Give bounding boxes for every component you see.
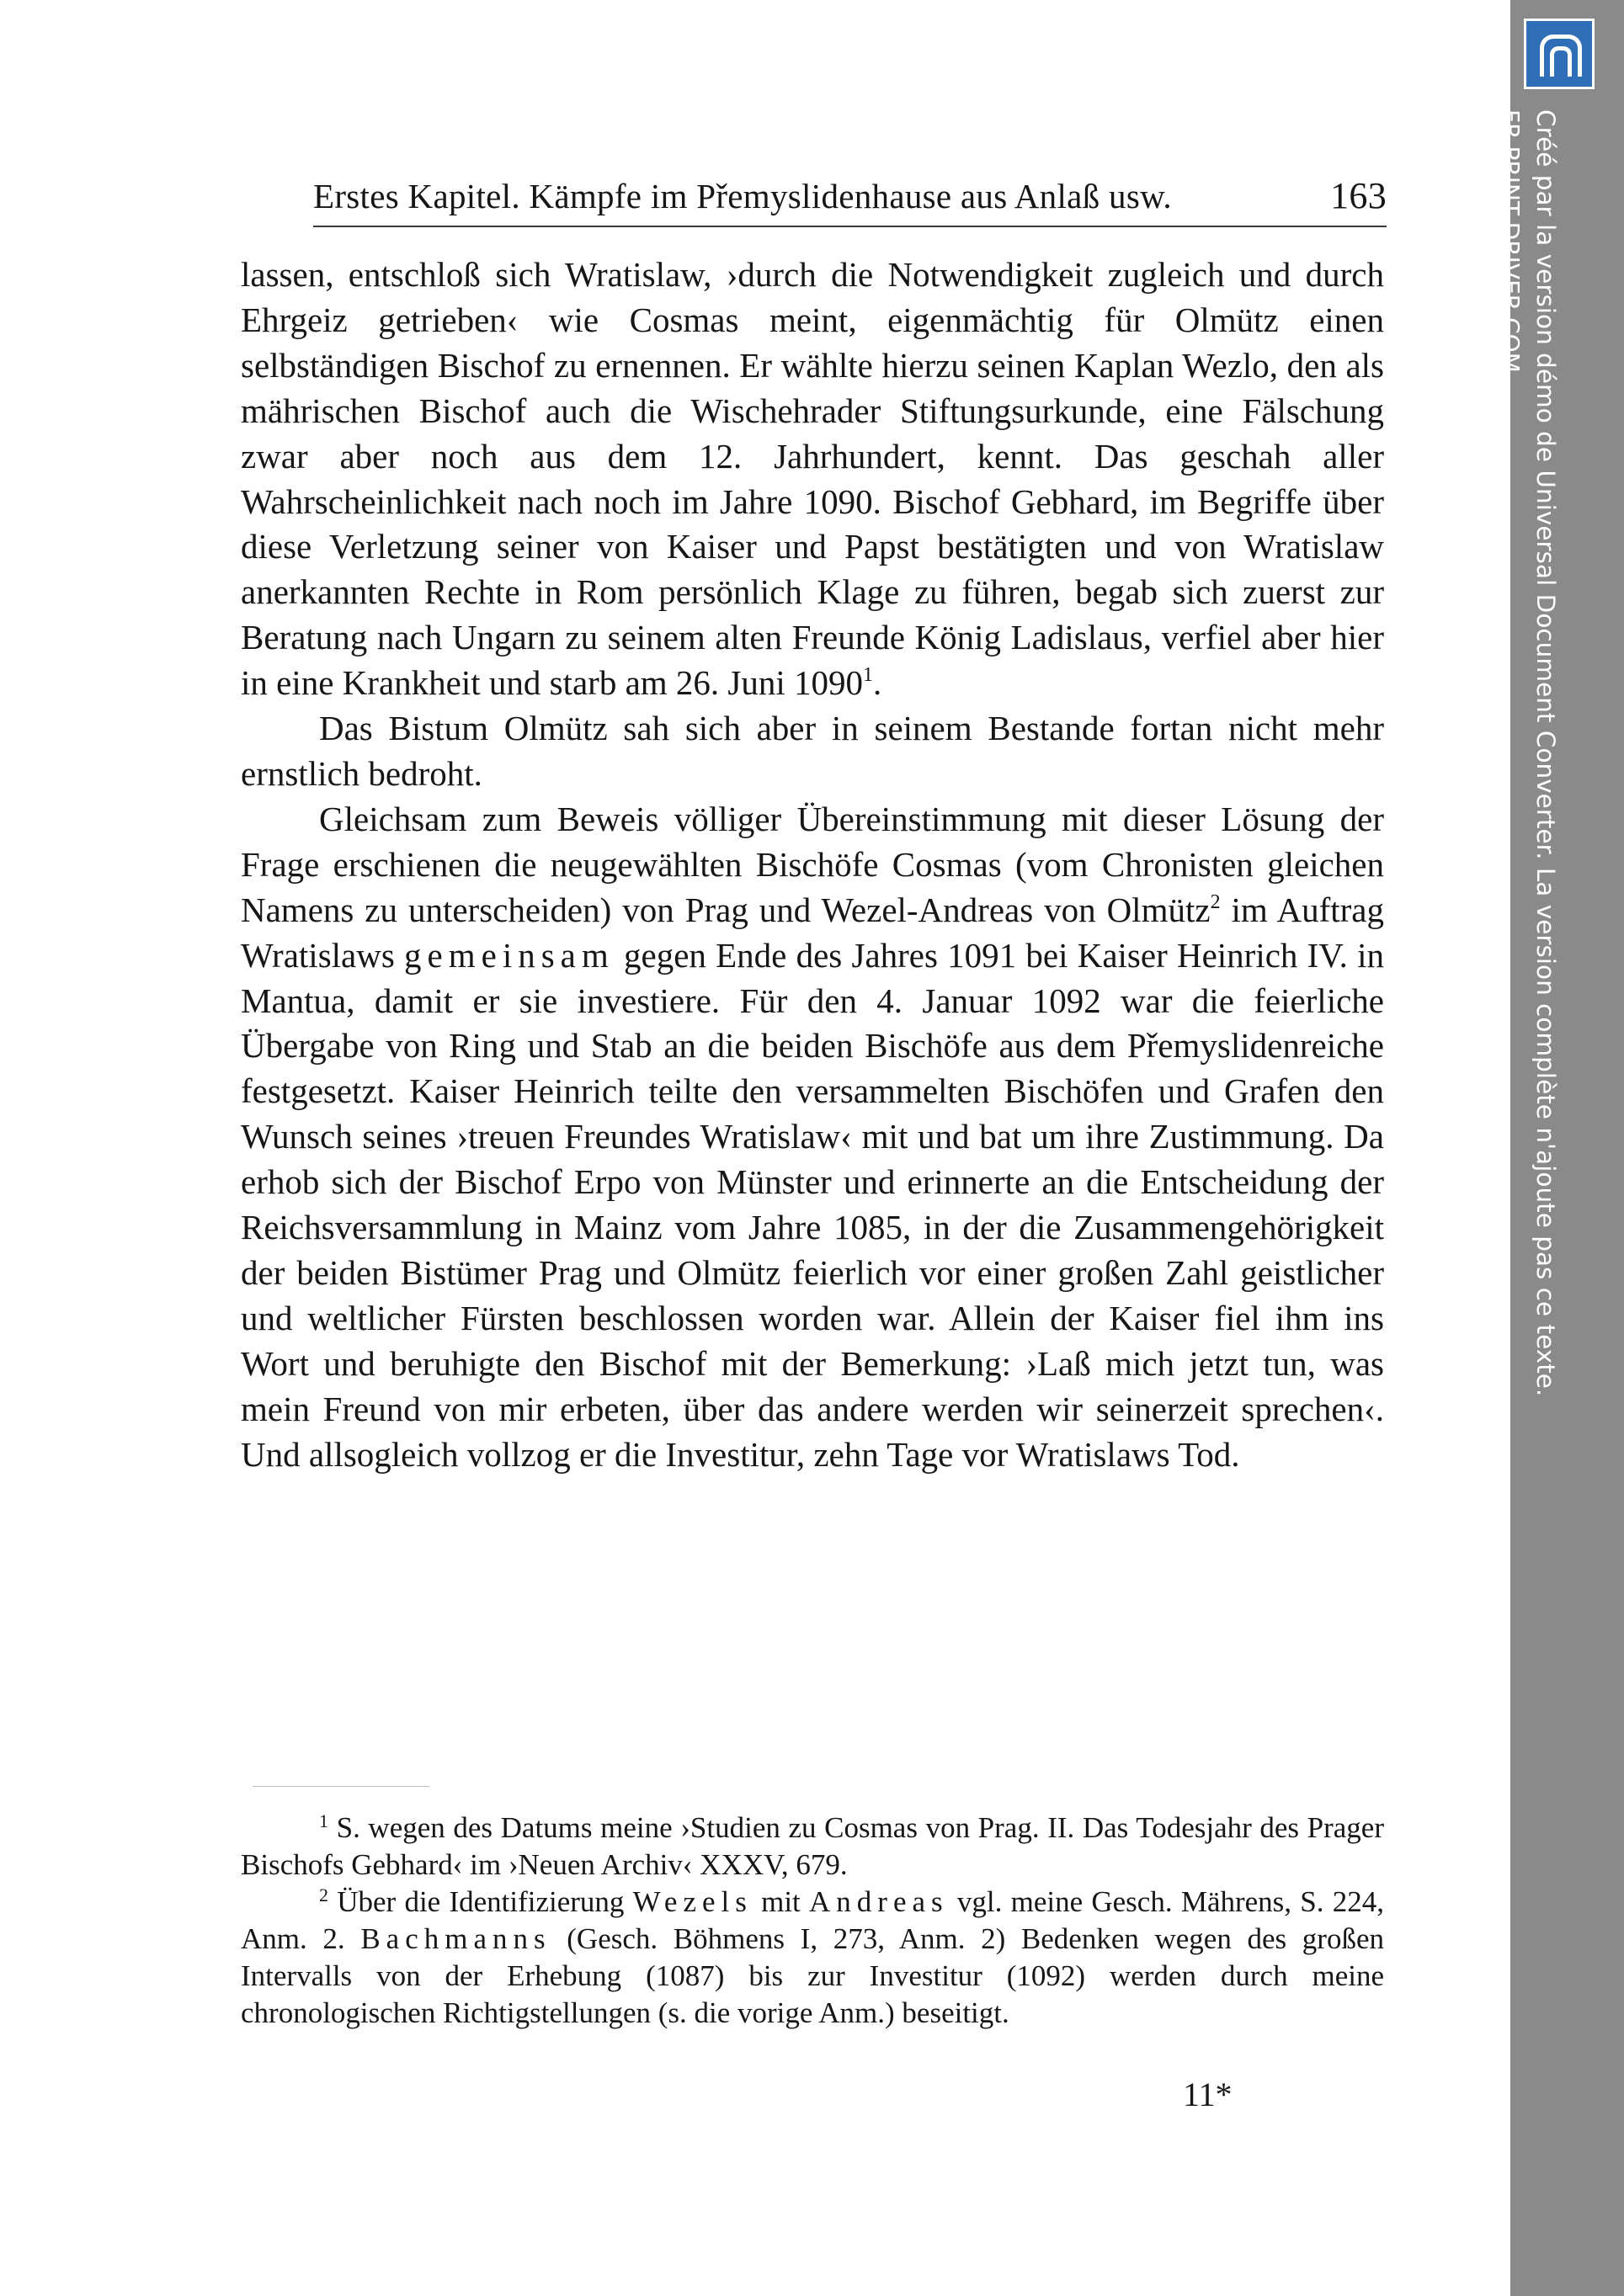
footnote-ref-1[interactable]: 1: [863, 664, 874, 687]
header-rule: [313, 226, 1387, 227]
chapter-title: Erstes Kapitel. Kämpfe im Přemyslidenhause aus Anlaß usw.: [313, 177, 1172, 215]
paragraph-3: [241, 797, 1384, 1478]
footnote-2-text-a: Über die Identifizierung: [328, 1885, 633, 1918]
paragraph-3-text-c: gegen Ende des Jahres 1091 bei Kaiser Heinrich IV. in Mantua, damit er sie investiere. Für den 4. Januar 1092 war die feierliche Übergabe von Ring und Stab an die beiden Bischöfe aus dem Přemyslidenreiche festgesetzt. Kaiser Heinrich teilte den versammelten Bischöfen und Grafen den Wunsch seines ›treuen Freundes Wratislaw‹ mit und bat um ihre Zustimmung. Da erhob sich der Bischof Erpo von Münster und erinnerte an die Entscheidung der Reichsversammlung in Mainz vom Jahre 1085, in der die Zusammengehörigkeit der beiden Bistümer Prag und Olmütz feierlich vor einer großen Zahl geistlicher und weltlicher Fürsten beschlossen worden war. Allein der Kaiser fiel ihm ins Wort und beruhigte den Bischof mit der Bemerkung: ›Laß mich jetzt tun, was mein Freund von mir erbeten, über das andere werden wir seinerzeit sprechen‹. Und allsogleich vollzog er die Investitur, zehn Tage vor Wratislaws Tod.: [241, 935, 1384, 1474]
footnote-1-text: S. wegen des Datums meine ›Studien zu Cosmas von Prag. II. Das Todesjahr des Prager Bischofs Gebhard‹ im ›Neuen Archiv‹ XXXV, 679.: [241, 1811, 1384, 1881]
main-text: [241, 252, 1384, 1477]
running-header: [313, 174, 1387, 217]
signature-mark: 11*: [1183, 2075, 1233, 2113]
footnote-2-name-wezels: Wezels: [632, 1885, 753, 1918]
footnote-2-text-d: (Gesch. Böhmens I, 273, Anm. 2) Bedenken wegen des großen Intervalls von der Erhebung (1087) bis zur Investitur (1092) werden durch meine chronologischen Richtigstellungen (s. die vorige Anm.) beseitigt.: [241, 1922, 1384, 2029]
paragraph-1-end: .: [873, 663, 882, 703]
converter-logo-icon: [1524, 19, 1595, 89]
footnote-2-number: 2: [319, 1884, 328, 1905]
footnote-2-text-b: mit: [752, 1885, 810, 1918]
page-number: 163: [1330, 175, 1387, 216]
footnote-1-number: 1: [319, 1810, 328, 1831]
footnote-2-name-bachmanns: Bachmanns: [360, 1922, 551, 1955]
footnote-1: [241, 1810, 1384, 1884]
paragraph-1-text: lassen, entschloß sich Wratislaw, ›durch die Notwendigkeit zugleich und durch Ehrgeiz getrieben‹ wie Cosmas meint, eigenmächtig für Olmütz einen selbständigen Bischof zu ernennen. Er wählte hierzu seinen Kaplan Wezlo, den als mährischen Bischof auch die Wischehrader Stiftungsurkunde, eine Fälschung zwar aber noch aus dem 12. Jahrhundert, kennt. Das geschah aller Wahrscheinlichkeit nach noch im Jahre 1090. Bischof Gebhard, im Begriffe über diese Verletzung seiner von Kaiser und Papst bestätigten und von Wratislaw anerkannten Rechte in Rom persönlich Klage zu führen, begab sich zuerst zur Beratung nach Ungarn zu seinem alten Freunde König Ladislaus, verfiel aber hier in eine Krankheit und starb am 26. Juni 1090: [241, 255, 1384, 703]
paragraph-3-text-b: im Auftrag Wratislaws: [241, 890, 1384, 975]
emphasized-word: gemeinsam: [404, 935, 615, 975]
watermark-line-1: Créé par la version démo de Universal Document Converter. La version complète n'ajoute pas ce texte.: [1531, 109, 1560, 1397]
watermark-line-2[interactable]: FR.PRINT-DRIVER.COM: [1497, 109, 1525, 373]
watermark-text: [1494, 109, 1564, 1396]
footnote-2: [241, 1884, 1384, 2032]
footnote-2-text-c: vgl. meine Gesch. Mährens, S. 224, Anm. 2.: [241, 1885, 1384, 1955]
paragraph-3-text-a: Gleichsam zum Beweis völliger Übereinstimmung mit dieser Lösung der Frage erschienen die neugewählten Bischöfe Cosmas (vom Chronisten gleichen Namens zu unterscheiden) von Prag und Wezel-Andreas von Olmütz: [241, 799, 1384, 929]
paragraph-2: Das Bistum Olmütz sah sich aber in seinem Bestande fortan nicht mehr ernstlich bedroht.: [241, 709, 1384, 793]
watermark-sidebar: [1497, 0, 1624, 2296]
paragraph-1: [241, 252, 1384, 706]
footnotes: [241, 1810, 1384, 2032]
footnote-separator: [253, 1786, 429, 1787]
footnote-ref-2[interactable]: 2: [1210, 890, 1221, 913]
footnote-2-name-andreas: Andreas: [809, 1885, 949, 1918]
